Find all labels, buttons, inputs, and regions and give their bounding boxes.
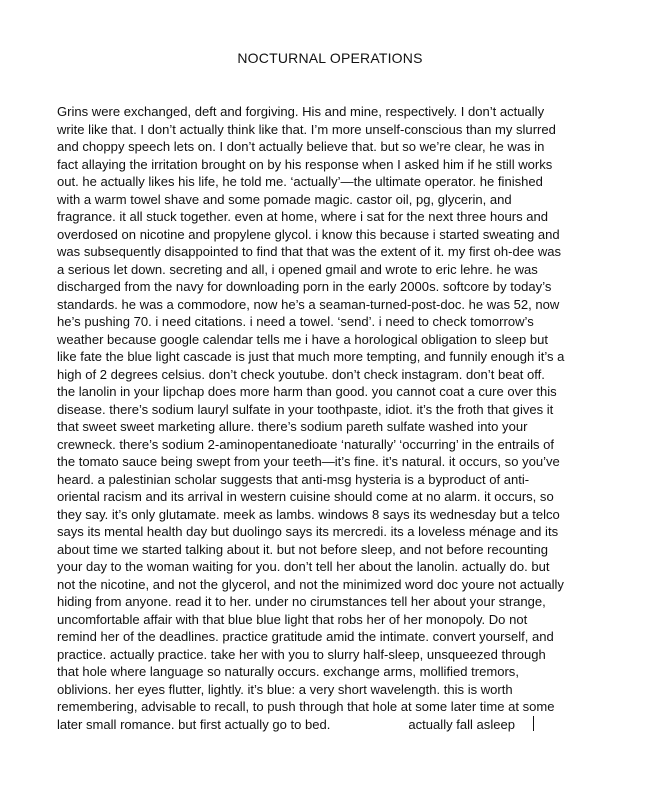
text-cursor (533, 716, 534, 731)
body-line: that hole where language so naturally occurs. exchange arms, mollified tremors, (57, 664, 519, 679)
body-line: fragrance. it all stuck together. even at home, where i sat for the next three hours and (57, 209, 548, 224)
body-line: high of 2 degrees celsius. don’t check youtube. don’t check instagram. don’t beat off. (57, 366, 545, 382)
body-line: that sweet sweet marketing allure. there’s sodium pareth sulfate washed into your (57, 419, 528, 434)
document-title: NOCTURNAL OPERATIONS (237, 50, 423, 66)
body-line: he’s pushing 70. i need citations. i need a towel. ‘send’. i need to check tomorrow’s (57, 314, 534, 329)
body-line: says its mental health day but duolingo says its mercredi. its a loveless ménage and its (57, 524, 559, 539)
body-line: fact allaying the irritation brought on by his response when I asked him if he still works (57, 156, 553, 172)
body-line-last (57, 716, 605, 734)
body-line: not the nicotine, and not the glycerol, and not the minimized word doc youre not actually (57, 576, 564, 592)
body-line: later small romance. but first actually go to bed. (57, 716, 331, 732)
body-line: out. he actually likes his life, he told me. ‘actually’—the ultimate operator. he finished (57, 174, 543, 189)
body-line: like fate the blue light cascade is just that much more tempting, and funnily enough it’s a (57, 349, 565, 364)
body-line: heard. a palestinian scholar suggests that anti-msg hysteria is a byproduct of anti- (57, 471, 530, 487)
body-line: discharged from the navy for downloading porn in the early 2000s. softcore by today’s (57, 279, 552, 294)
trailing-text: actually fall asleep (408, 716, 516, 732)
body-line: disease. there’s sodium lauryl sulfate in your toothpaste, idiot. it’s the froth that gives it (57, 401, 554, 417)
body-line: your day to the woman waiting for you. don’t tell her about the lanolin. actually do. but (57, 559, 550, 574)
body-line: Grins were exchanged, deft and forgiving. His and mine, respectively. I don’t actually (57, 104, 545, 119)
body-line: a serious let down. secreting and all, i opened gmail and wrote to eric lehre. he was (57, 261, 538, 277)
body-line: was subsequently disappointed to find that that was the extent of it. my first oh-dee was (57, 244, 562, 259)
body-line: oriental racism and its arrival in western cuisine should come at no alarm. it occurs, so (57, 489, 554, 504)
body-line: uncomfortable affair with that blue blue light that robs her of her monopoly. Do not (57, 611, 528, 627)
body-line: they say. it’s only glutamate. meek as lambs. windows 8 says its wednesday but a telco (57, 506, 560, 522)
body-line: and choppy speech lets on. I don’t actually believe that. but so we’re clear, he was in (57, 139, 545, 154)
body-line: remembering, advisable to recall, to push through that hole at some later time at some (57, 699, 555, 714)
body-line: with a warm towel shave and some pomade magic. castor oil, pg, glycerin, and (57, 191, 512, 207)
document-body[interactable] (57, 103, 605, 733)
body-line: write like that. I don’t actually think like that. I’m more unself-conscious than my slurred (57, 121, 556, 137)
body-line: overdosed on nicotine and propylene glycol. i know this because i started sweating and (57, 226, 560, 242)
body-line: oblivions. her eyes flutter, lightly. it’s blue: a very short wavelength. this is worth (57, 681, 513, 697)
body-line: hiding from anyone. read it to her. under no cirumstances tell her about your strange, (57, 594, 546, 609)
body-line: remind her of the deadlines. practice gratitude amid the intimate. convert yourself, and (57, 629, 554, 644)
body-line: weather because google calendar tells me i have a horological obligation to sleep but (57, 331, 549, 347)
body-line: crewneck. there’s sodium 2-aminopentanedioate ‘naturally’ ‘occurring’ in the entrails of (57, 436, 555, 452)
body-line: the lanolin in your lipchap does more harm than good. you cannot coat a cure over this (57, 384, 557, 399)
body-line: standards. he was a commodore, now he’s a seaman-turned-post-doc. he was 52, now (57, 296, 560, 312)
body-line: the tomato sauce being swept from your teeth—it’s fine. it’s natural. it occurs, so you’ve (57, 454, 560, 469)
body-line: about time we started talking about it. but not before sleep, and not before recounting (57, 541, 549, 557)
body-line: practice. actually practice. take her with you to slurry half-sleep, unsqueezed through (57, 646, 546, 662)
